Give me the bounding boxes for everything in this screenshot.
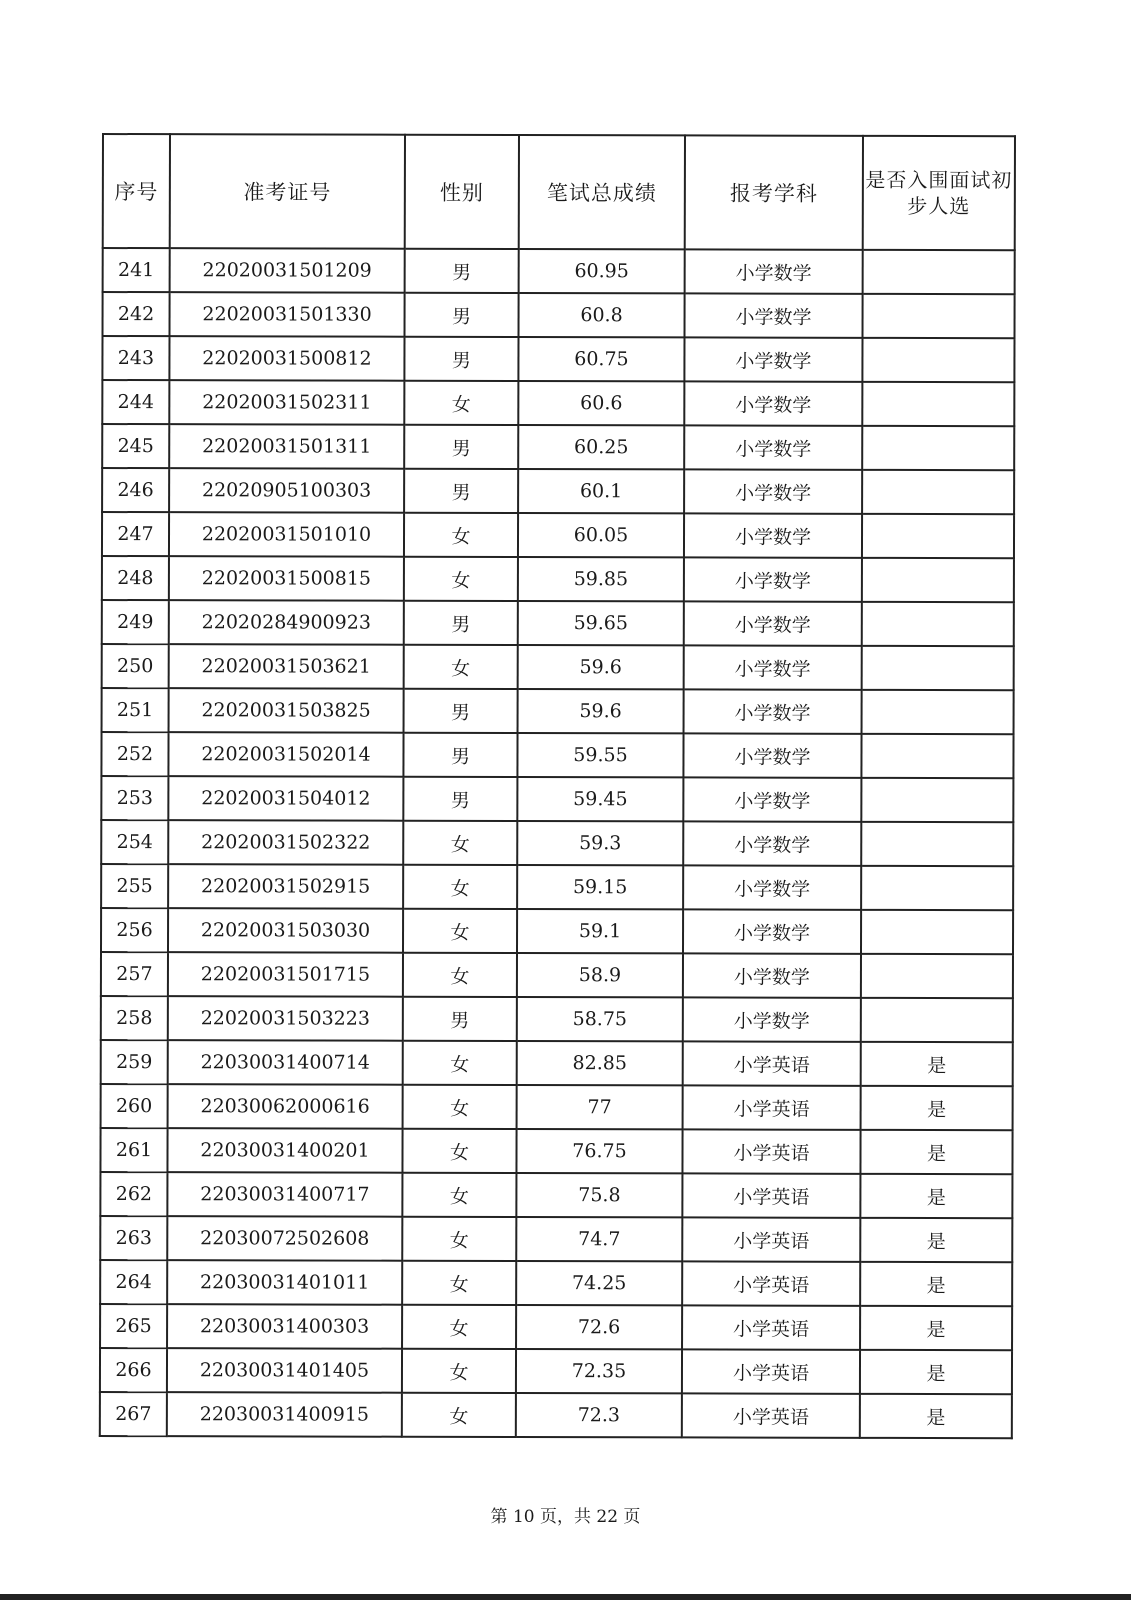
cell-ticket-number: 22020031503030 bbox=[168, 908, 403, 953]
cell-written-score: 59.6 bbox=[518, 645, 684, 689]
cell-written-score: 59.45 bbox=[517, 777, 683, 821]
table-row bbox=[102, 336, 1014, 382]
cell-ticket-number: 22030072502608 bbox=[167, 1216, 402, 1261]
cell-gender: 女 bbox=[403, 909, 517, 953]
cell-ticket-number: 22030031400714 bbox=[168, 1040, 403, 1085]
cell-subject: 小学英语 bbox=[683, 1085, 861, 1129]
cell-subject: 小学英语 bbox=[682, 1173, 860, 1217]
cell-gender: 女 bbox=[404, 557, 518, 601]
cell-serial: 266 bbox=[100, 1348, 167, 1392]
cell-subject: 小学数学 bbox=[683, 821, 861, 865]
cell-ticket-number: 22020031501311 bbox=[169, 424, 404, 469]
cell-subject: 小学数学 bbox=[684, 469, 862, 513]
table-row bbox=[102, 688, 1014, 734]
cell-written-score: 60.05 bbox=[518, 513, 684, 557]
cell-gender: 女 bbox=[403, 1085, 517, 1129]
cell-gender: 男 bbox=[405, 293, 519, 337]
cell-subject: 小学数学 bbox=[684, 381, 862, 425]
cell-serial: 242 bbox=[103, 292, 170, 336]
cell-serial: 252 bbox=[101, 732, 168, 776]
cell-ticket-number: 22020031500815 bbox=[169, 556, 404, 601]
cell-serial: 259 bbox=[101, 1040, 168, 1084]
cell-subject: 小学英语 bbox=[682, 1129, 860, 1173]
cell-interview-shortlist: 是 bbox=[860, 1350, 1012, 1394]
cell-serial: 246 bbox=[102, 468, 169, 512]
cell-serial: 255 bbox=[101, 864, 168, 908]
cell-subject: 小学数学 bbox=[683, 865, 861, 909]
table-row bbox=[100, 1128, 1012, 1174]
cell-ticket-number: 22020031504012 bbox=[168, 776, 403, 821]
cell-written-score: 82.85 bbox=[517, 1041, 683, 1085]
cell-written-score: 60.75 bbox=[518, 337, 684, 381]
cell-interview-shortlist bbox=[862, 338, 1014, 382]
cell-written-score: 60.95 bbox=[519, 249, 685, 293]
cell-serial: 257 bbox=[101, 952, 168, 996]
table-row bbox=[102, 600, 1014, 646]
table-row bbox=[101, 776, 1013, 822]
cell-serial: 264 bbox=[100, 1260, 167, 1304]
cell-serial: 267 bbox=[100, 1392, 167, 1436]
cell-serial: 247 bbox=[102, 512, 169, 556]
table-row bbox=[101, 952, 1013, 998]
cell-gender: 女 bbox=[402, 1217, 516, 1261]
header-subject: 报考学科 bbox=[685, 135, 863, 249]
cell-gender: 女 bbox=[403, 865, 517, 909]
cell-serial: 250 bbox=[102, 644, 169, 688]
cell-gender: 男 bbox=[403, 733, 517, 777]
cell-gender: 女 bbox=[402, 1305, 516, 1349]
table-row bbox=[101, 1040, 1013, 1086]
cell-gender: 女 bbox=[402, 1173, 516, 1217]
cell-serial: 258 bbox=[101, 996, 168, 1040]
cell-subject: 小学数学 bbox=[683, 953, 861, 997]
cell-serial: 251 bbox=[102, 688, 169, 732]
cell-interview-shortlist bbox=[862, 426, 1014, 470]
cell-written-score: 59.1 bbox=[517, 909, 683, 953]
cell-written-score: 60.8 bbox=[519, 293, 685, 337]
cell-ticket-number: 22020031501209 bbox=[170, 248, 405, 293]
cell-serial: 245 bbox=[102, 424, 169, 468]
cell-written-score: 58.75 bbox=[517, 997, 683, 1041]
header-ticket-number: 准考证号 bbox=[170, 134, 405, 249]
table-row bbox=[102, 424, 1014, 470]
cell-written-score: 59.85 bbox=[518, 557, 684, 601]
table-row bbox=[102, 380, 1014, 426]
cell-written-score: 60.25 bbox=[518, 425, 684, 469]
table-row bbox=[101, 996, 1013, 1042]
cell-subject: 小学英语 bbox=[682, 1305, 860, 1349]
table-row bbox=[102, 644, 1014, 690]
cell-subject: 小学数学 bbox=[684, 557, 862, 601]
cell-subject: 小学数学 bbox=[685, 293, 863, 337]
cell-interview-shortlist bbox=[862, 558, 1014, 602]
cell-written-score: 59.6 bbox=[518, 689, 684, 733]
cell-gender: 女 bbox=[402, 1129, 516, 1173]
table-row bbox=[100, 1260, 1012, 1306]
cell-interview-shortlist bbox=[862, 470, 1014, 514]
results-table bbox=[99, 133, 1016, 1439]
cell-ticket-number: 22020031502322 bbox=[168, 820, 403, 865]
table-row bbox=[100, 1216, 1012, 1262]
cell-gender: 男 bbox=[403, 997, 517, 1041]
cell-serial: 256 bbox=[101, 908, 168, 952]
cell-subject: 小学数学 bbox=[685, 249, 863, 293]
cell-ticket-number: 22020905100303 bbox=[169, 468, 404, 513]
cell-ticket-number: 22030031400717 bbox=[167, 1172, 402, 1217]
cell-written-score: 72.3 bbox=[516, 1393, 682, 1437]
table-row bbox=[100, 1348, 1012, 1394]
cell-interview-shortlist: 是 bbox=[860, 1262, 1012, 1306]
cell-subject: 小学数学 bbox=[683, 777, 861, 821]
table-row bbox=[101, 864, 1013, 910]
cell-ticket-number: 22020031502311 bbox=[169, 380, 404, 425]
cell-ticket-number: 22020031503223 bbox=[168, 996, 403, 1041]
cell-written-score: 72.6 bbox=[516, 1305, 682, 1349]
cell-interview-shortlist bbox=[862, 382, 1014, 426]
table-row bbox=[101, 1084, 1013, 1130]
cell-interview-shortlist: 是 bbox=[861, 1086, 1013, 1130]
cell-written-score: 58.9 bbox=[517, 953, 683, 997]
cell-interview-shortlist bbox=[861, 910, 1013, 954]
cell-written-score: 59.65 bbox=[518, 601, 684, 645]
cell-subject: 小学数学 bbox=[683, 733, 861, 777]
cell-interview-shortlist bbox=[861, 822, 1013, 866]
cell-interview-shortlist bbox=[861, 954, 1013, 998]
cell-written-score: 77 bbox=[517, 1085, 683, 1129]
header-interview-shortlist: 是否入围面试初步人选 bbox=[863, 136, 1015, 250]
table-header-row bbox=[103, 134, 1015, 250]
cell-interview-shortlist: 是 bbox=[860, 1218, 1012, 1262]
cell-subject: 小学英语 bbox=[682, 1261, 860, 1305]
cell-written-score: 76.75 bbox=[516, 1129, 682, 1173]
cell-ticket-number: 22020284900923 bbox=[169, 600, 404, 645]
cell-serial: 241 bbox=[103, 248, 170, 292]
cell-written-score: 59.15 bbox=[517, 865, 683, 909]
cell-written-score: 59.55 bbox=[517, 733, 683, 777]
cell-written-score: 60.6 bbox=[518, 381, 684, 425]
cell-ticket-number: 22020031503825 bbox=[169, 688, 404, 733]
cell-interview-shortlist: 是 bbox=[860, 1306, 1012, 1350]
table-row bbox=[103, 292, 1015, 338]
cell-ticket-number: 22030031400303 bbox=[167, 1304, 402, 1349]
cell-interview-shortlist bbox=[862, 646, 1014, 690]
cell-gender: 男 bbox=[404, 425, 518, 469]
cell-subject: 小学英语 bbox=[682, 1349, 860, 1393]
cell-interview-shortlist bbox=[863, 294, 1015, 338]
table-row bbox=[101, 820, 1013, 866]
header-gender: 性别 bbox=[405, 135, 519, 249]
cell-gender: 男 bbox=[404, 469, 518, 513]
cell-written-score: 75.8 bbox=[516, 1173, 682, 1217]
cell-serial: 261 bbox=[100, 1128, 167, 1172]
cell-ticket-number: 22020031503621 bbox=[169, 644, 404, 689]
cell-interview-shortlist bbox=[861, 866, 1013, 910]
cell-interview-shortlist: 是 bbox=[860, 1130, 1012, 1174]
table-row bbox=[100, 1172, 1012, 1218]
cell-interview-shortlist: 是 bbox=[860, 1394, 1012, 1438]
cell-serial: 260 bbox=[101, 1084, 168, 1128]
cell-gender: 男 bbox=[405, 249, 519, 293]
cell-gender: 女 bbox=[403, 821, 517, 865]
cell-ticket-number: 22020031502014 bbox=[168, 732, 403, 777]
table-row bbox=[102, 556, 1014, 602]
cell-interview-shortlist bbox=[863, 250, 1015, 294]
cell-ticket-number: 22020031501010 bbox=[169, 512, 404, 557]
cell-subject: 小学数学 bbox=[684, 513, 862, 557]
cell-gender: 女 bbox=[402, 1393, 516, 1437]
cell-subject: 小学数学 bbox=[684, 337, 862, 381]
table-row bbox=[100, 1392, 1012, 1438]
cell-serial: 253 bbox=[101, 776, 168, 820]
cell-serial: 248 bbox=[102, 556, 169, 600]
cell-gender: 男 bbox=[403, 777, 517, 821]
cell-gender: 男 bbox=[404, 689, 518, 733]
cell-ticket-number: 22020031502915 bbox=[168, 864, 403, 909]
cell-serial: 265 bbox=[100, 1304, 167, 1348]
table-row bbox=[101, 732, 1013, 778]
cell-subject: 小学数学 bbox=[684, 689, 862, 733]
cell-subject: 小学数学 bbox=[684, 645, 862, 689]
cell-gender: 女 bbox=[403, 1041, 517, 1085]
table-row bbox=[101, 908, 1013, 954]
cell-ticket-number: 22020031501715 bbox=[168, 952, 403, 997]
cell-subject: 小学数学 bbox=[684, 425, 862, 469]
cell-interview-shortlist bbox=[862, 602, 1014, 646]
cell-ticket-number: 22030031400201 bbox=[167, 1128, 402, 1173]
cell-serial: 243 bbox=[102, 336, 169, 380]
cell-written-score: 74.7 bbox=[516, 1217, 682, 1261]
cell-subject: 小学数学 bbox=[684, 601, 862, 645]
cell-serial: 249 bbox=[102, 600, 169, 644]
table-row bbox=[102, 468, 1014, 514]
cell-interview-shortlist: 是 bbox=[861, 1042, 1013, 1086]
cell-written-score: 60.1 bbox=[518, 469, 684, 513]
cell-subject: 小学数学 bbox=[683, 997, 861, 1041]
cell-interview-shortlist: 是 bbox=[860, 1174, 1012, 1218]
scan-edge-divider bbox=[0, 1594, 1131, 1600]
cell-gender: 女 bbox=[403, 953, 517, 997]
cell-interview-shortlist bbox=[862, 690, 1014, 734]
cell-serial: 263 bbox=[100, 1216, 167, 1260]
header-serial: 序号 bbox=[103, 134, 170, 248]
header-written-score: 笔试总成绩 bbox=[519, 135, 685, 249]
cell-subject: 小学英语 bbox=[683, 1041, 861, 1085]
cell-gender: 女 bbox=[402, 1261, 516, 1305]
page-footer: 第 10 页，共 22 页 bbox=[490, 1507, 641, 1527]
cell-ticket-number: 22020031501330 bbox=[170, 292, 405, 337]
cell-gender: 女 bbox=[402, 1349, 516, 1393]
cell-gender: 女 bbox=[404, 513, 518, 557]
cell-gender: 女 bbox=[404, 645, 518, 689]
cell-serial: 254 bbox=[101, 820, 168, 864]
cell-interview-shortlist bbox=[861, 998, 1013, 1042]
cell-written-score: 74.25 bbox=[516, 1261, 682, 1305]
cell-subject: 小学数学 bbox=[683, 909, 861, 953]
cell-interview-shortlist bbox=[861, 734, 1013, 778]
cell-written-score: 59.3 bbox=[517, 821, 683, 865]
cell-written-score: 72.35 bbox=[516, 1349, 682, 1393]
cell-interview-shortlist bbox=[862, 514, 1014, 558]
table-row bbox=[103, 248, 1015, 294]
cell-gender: 男 bbox=[404, 601, 518, 645]
cell-serial: 244 bbox=[102, 380, 169, 424]
cell-ticket-number: 22020031500812 bbox=[169, 336, 404, 381]
cell-subject: 小学英语 bbox=[682, 1393, 860, 1437]
cell-ticket-number: 22030031400915 bbox=[167, 1392, 402, 1437]
table-body bbox=[100, 248, 1015, 1438]
table-row bbox=[100, 1304, 1012, 1350]
cell-ticket-number: 22030062000616 bbox=[168, 1084, 403, 1129]
cell-gender: 男 bbox=[404, 337, 518, 381]
cell-ticket-number: 22030031401405 bbox=[167, 1348, 402, 1393]
cell-interview-shortlist bbox=[861, 778, 1013, 822]
cell-ticket-number: 22030031401011 bbox=[167, 1260, 402, 1305]
cell-subject: 小学英语 bbox=[682, 1217, 860, 1261]
table-row bbox=[102, 512, 1014, 558]
cell-gender: 女 bbox=[404, 381, 518, 425]
cell-serial: 262 bbox=[100, 1172, 167, 1216]
